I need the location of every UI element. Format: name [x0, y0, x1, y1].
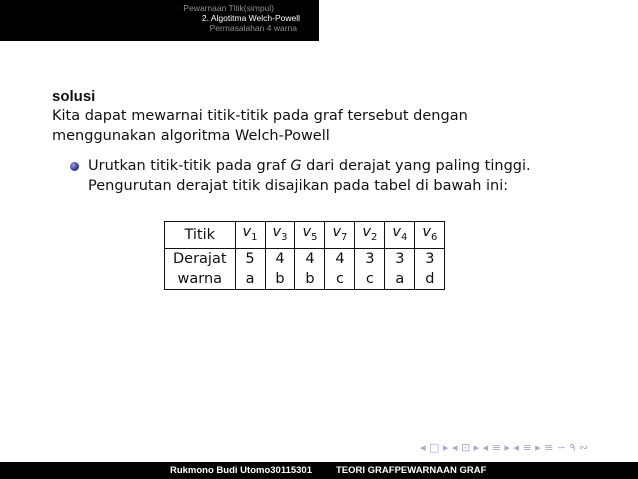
- degree-table: [164, 221, 445, 290]
- degree-cell: 5: [235, 248, 265, 269]
- row-label-warna: warna: [165, 269, 236, 290]
- header-bar: [0, 0, 638, 41]
- color-cell: d: [415, 269, 445, 290]
- paragraph-line-2: menggunakan algoritma Welch-Powell: [52, 128, 330, 144]
- bullet-text-pre: Urutkan titik-titik pada graf: [88, 158, 291, 174]
- bullet-icon: [70, 162, 79, 171]
- footer-title-panel: [319, 462, 638, 479]
- bullet-item: [52, 156, 622, 196]
- table-row-degrees: [165, 248, 445, 269]
- vertex-cell: $v_2$: [355, 222, 385, 249]
- color-cell: b: [265, 269, 295, 290]
- degree-cell: 3: [355, 248, 385, 269]
- vertex-cell: $v_4$: [385, 222, 415, 249]
- bullet-line-2: Pengurutan derajat titik disajikan pada tabel di bawah ini:: [88, 178, 509, 194]
- color-cell: b: [295, 269, 325, 290]
- vertex-cell: $v_6$: [415, 222, 445, 249]
- bullet-line-1: [88, 156, 622, 176]
- nav-section-pewarnaan-titik[interactable]: Pewarnaan Titik(simpul): [183, 3, 274, 13]
- nav-section-welch-powell[interactable]: 2. Algotitma Welch-Powell: [201, 13, 300, 23]
- section-nav: [0, 3, 300, 33]
- beamer-navigation-icons[interactable]: ◂ □ ▸ ◂ ⊡ ▸ ◂ ≡ ▸ ◂ ≡ ▸ ≡ ∽ ۹ ∾: [420, 441, 589, 454]
- paragraph-line-1: Kita dapat mewarnai titik-titik pada graf tersebut dengan: [52, 108, 468, 124]
- nav-section-4-warna[interactable]: Permasalahan 4 warna: [209, 23, 297, 33]
- slide-content: [52, 88, 622, 196]
- degree-cell: 3: [385, 248, 415, 269]
- color-cell: a: [235, 269, 265, 290]
- vertex-cell: $v_3$: [265, 222, 295, 249]
- degree-cell: 4: [295, 248, 325, 269]
- row-label-derajat: Derajat: [165, 248, 236, 269]
- color-cell: c: [325, 269, 355, 290]
- degree-cell: 4: [265, 248, 295, 269]
- color-cell: a: [385, 269, 415, 290]
- footer-title: TEORI GRAFPEWARNAAN GRAF: [336, 465, 487, 476]
- footer-author-panel: [0, 462, 319, 479]
- vertex-cell: $v_5$: [295, 222, 325, 249]
- footer-author: Rukmono Budi Utomo30115301: [169, 465, 312, 476]
- block-title: solusi: [52, 88, 96, 105]
- bullet-text-post: dari derajat yang paling tinggi.: [301, 158, 531, 174]
- degree-cell: 4: [325, 248, 355, 269]
- table-row-vertices: [165, 222, 445, 249]
- color-cell: c: [355, 269, 385, 290]
- vertex-cell: $v_7$: [325, 222, 355, 249]
- table-row-colors: [165, 269, 445, 290]
- row-label-titik: Titik: [165, 222, 236, 249]
- vertex-cell: $v_1$: [235, 222, 265, 249]
- degree-cell: 3: [415, 248, 445, 269]
- graph-variable: G: [290, 158, 302, 174]
